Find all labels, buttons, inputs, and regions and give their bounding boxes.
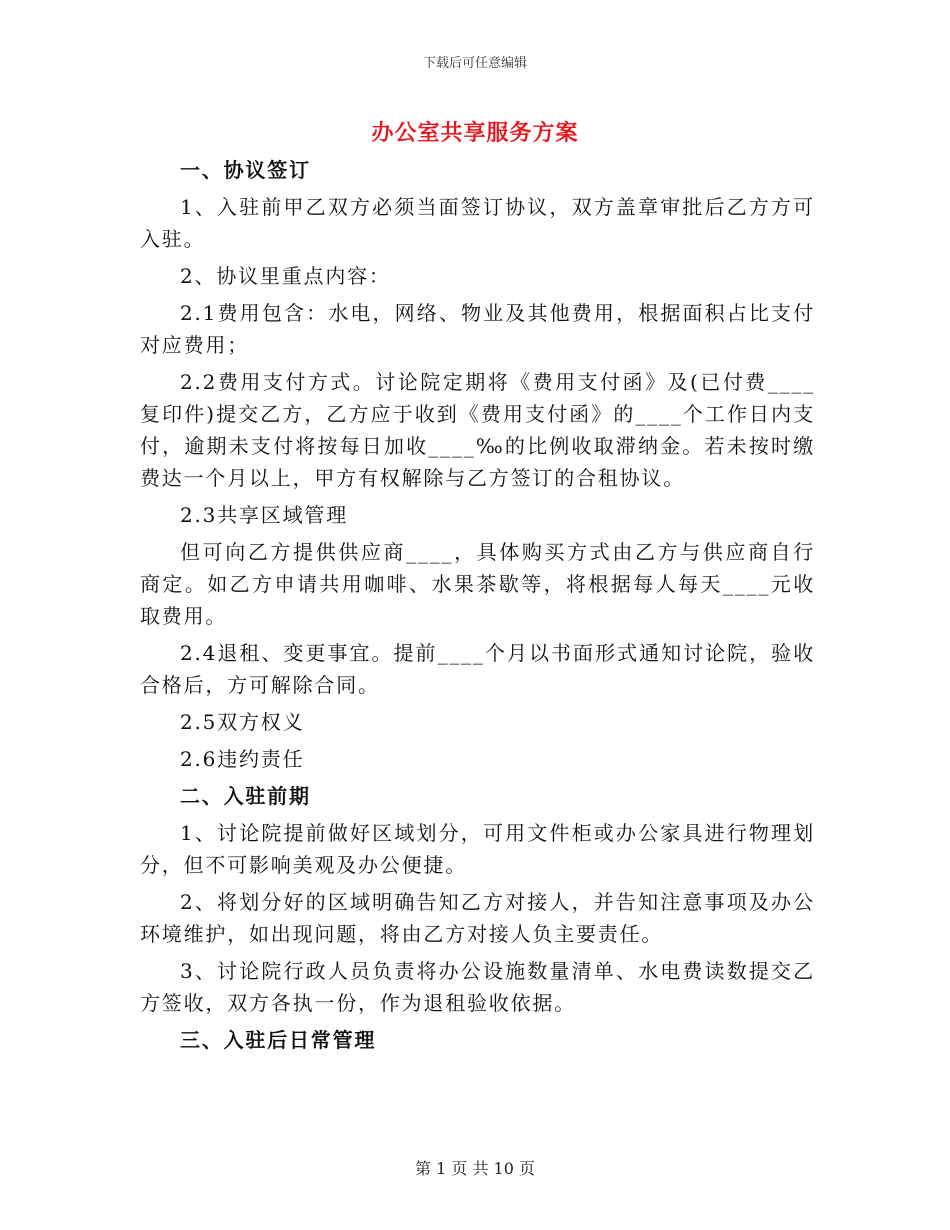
paragraph-2-4: 2.4退租、变更事宜。提前____个月以书面形式通知讨论院，验收合格后，方可解除合同。 [140, 641, 815, 697]
document-body [140, 154, 815, 1061]
section-heading-1: 一、协议签订 [180, 158, 311, 182]
paragraph-2-2: 2.2费用支付方式。讨论院定期将《费用支付函》及(已付费____复印件)提交乙方，乙方应于收到《费用支付函》的____个工作日内支付，逾期未支付将按每日加收____‰的比例收取滞纳金。若未按时缴费达一个月以上，甲方有权解除与乙方签订的合租协议。 [140, 370, 815, 490]
paragraph-2-5: 2.5双方权义 [180, 710, 305, 734]
paragraph-pre-3: 3、讨论院行政人员负责将办公设施数量清单、水电费读数提交乙方签收，双方各执一份，作为退租验收依据。 [140, 959, 815, 1015]
paragraph-2-6: 2.6违约责任 [180, 747, 305, 771]
paragraph-2: 2、协议里重点内容： [180, 264, 391, 288]
section-heading-3: 三、入驻后日常管理 [180, 1028, 377, 1052]
page-header-note: 下载后可任意编辑 [422, 56, 527, 71]
paragraph-2-1: 2.1费用包含：水电，网络、物业及其他费用，根据面积占比支付对应费用； [140, 301, 815, 357]
paragraph-1: 1、入驻前甲乙双方必须当面签订协议，双方盖章审批后乙方方可入驻。 [140, 195, 815, 251]
section-heading-2: 二、入驻前期 [180, 784, 311, 808]
document-title: 办公室共享服务方案 [371, 120, 579, 146]
paragraph-pre-2: 2、将划分好的区域明确告知乙方对接人，并告知注意事项及办公环境维护，如出现问题，将由乙方对接人负主要责任。 [140, 890, 815, 946]
paragraph-2-3: 2.3共享区域管理 [180, 503, 349, 527]
paragraph-2-3-detail: 但可向乙方提供供应商____，具体购买方式由乙方与供应商自行商定。如乙方申请共用咖啡、水果茶歇等，将根据每人每天____元收取费用。 [140, 540, 815, 628]
paragraph-pre-1: 1、讨论院提前做好区域划分，可用文件柜或办公家具进行物理划分，但不可影响美观及办公便捷。 [140, 821, 815, 877]
page-footer-number: 第 1 页 共 10 页 [415, 1159, 535, 1178]
